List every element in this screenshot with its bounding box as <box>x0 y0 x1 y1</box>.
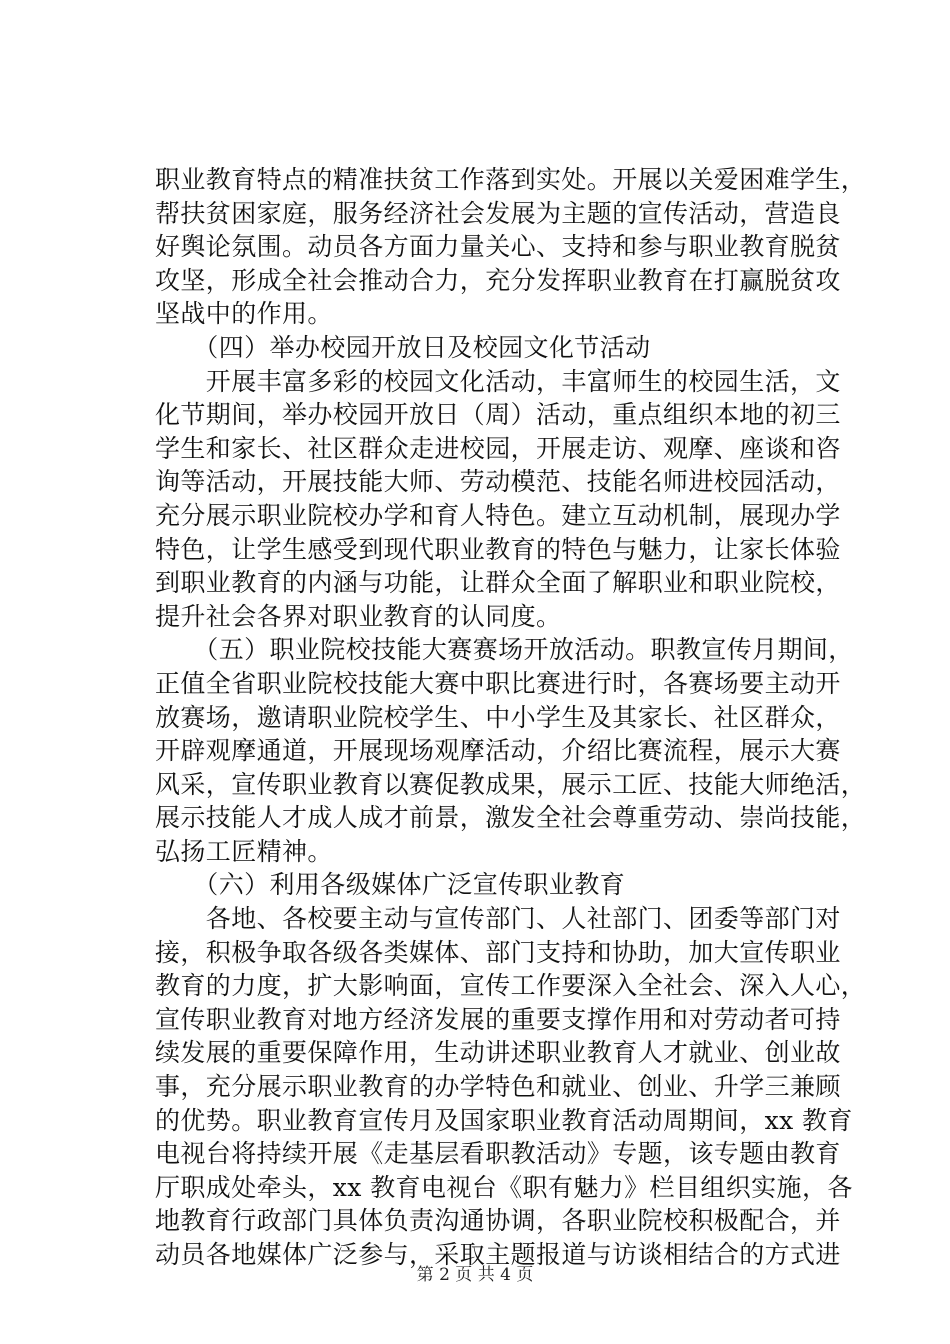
text-line: 坚战中的作用。 <box>155 299 333 329</box>
document-body <box>155 163 867 1272</box>
text-line: 职业教育特点的精准扶贫工作落到实处。开展以关爱困难学生， <box>155 165 867 194</box>
text-line: 提升社会各界对职业教育的认同度。 <box>155 601 562 631</box>
text-line: 充分展示职业院校办学和育人特色。建立互动机制，展现办学 <box>155 500 841 530</box>
text-line: 开辟观摩通道，开展现场观摩活动，介绍比赛流程，展示大赛 <box>155 736 841 766</box>
text-line: 询等活动，开展技能大师、劳动模范、技能名师进校园活动， <box>155 467 841 497</box>
text-line: 接，积极争取各级各类媒体、部门支持和协助，加大宣传职业 <box>155 937 841 967</box>
section-heading: （四）举办校园开放日及校园文化节活动 <box>155 332 651 362</box>
text-line: 教育的力度，扩大影响面，宣传工作要深入全社会、深入人心， <box>155 971 867 1001</box>
text-line: 特色，让学生感受到现代职业教育的特色与魅力，让家长体验 <box>155 534 841 564</box>
section-heading: （六）利用各级媒体广泛宣传职业教育 <box>155 870 626 900</box>
page-number-footer: 第 2 页 共 4 页 <box>416 1265 534 1285</box>
text-line: 电视台将持续开展《走基层看职教活动》专题，该专题由教育 <box>155 1139 841 1169</box>
text-line: 动员各地媒体广泛参与，采取主题报道与访谈相结合的方式进 <box>155 1240 841 1269</box>
section-heading: （五）职业院校技能大赛赛场开放活动。职教宣传月期间， <box>155 635 854 665</box>
text-line: 风采，宣传职业教育以赛促教成果，展示工匠、技能大师绝活， <box>155 769 867 799</box>
text-line: 续发展的重要保障作用，生动讲述职业教育人才就业、创业故 <box>155 1038 841 1068</box>
text-line: 展示技能人才成人成才前景，激发全社会尊重劳动、崇尚技能， <box>155 803 867 833</box>
text-line: 正值全省职业院校技能大赛中职比赛进行时，各赛场要主动开 <box>155 668 841 698</box>
text-line: 好舆论氛围。动员各方面力量关心、支持和参与职业教育脱贫 <box>155 232 841 262</box>
text-line: 开展丰富多彩的校园文化活动，丰富师生的校园生活，文 <box>155 366 841 396</box>
text-line: 地教育行政部门具体负责沟通协调，各职业院校积极配合，并 <box>155 1206 841 1236</box>
text-line: 化节期间，举办校园开放日（周）活动，重点组织本地的初三 <box>155 400 841 430</box>
text-line: 宣传职业教育对地方经济发展的重要支撑作用和对劳动者可持 <box>155 1004 841 1034</box>
text-line: 攻坚，形成全社会推动合力，充分发挥职业教育在打赢脱贫攻 <box>155 265 841 295</box>
text-line: 的优势。职业教育宣传月及国家职业教育活动周期间，xx 教育 <box>155 1105 853 1135</box>
text-line: 学生和家长、社区群众走进校园，开展走访、观摩、座谈和咨 <box>155 433 841 463</box>
text-line: 到职业教育的内涵与功能，让群众全面了解职业和职业院校， <box>155 568 841 598</box>
text-line: 各地、各校要主动与宣传部门、人社部门、团委等部门对 <box>155 904 841 934</box>
text-line: 帮扶贫困家庭，服务经济社会发展为主题的宣传活动，营造良 <box>155 198 841 228</box>
text-line: 厅职成处牵头，xx 教育电视台《职有魅力》栏目组织实施，各 <box>155 1172 853 1202</box>
text-line: 事，充分展示职业教育的办学特色和就业、创业、升学三兼顾 <box>155 1072 841 1102</box>
text-line: 放赛场，邀请职业院校学生、中小学生及其家长、社区群众， <box>155 702 841 732</box>
text-line: 弘扬工匠精神。 <box>155 836 333 866</box>
